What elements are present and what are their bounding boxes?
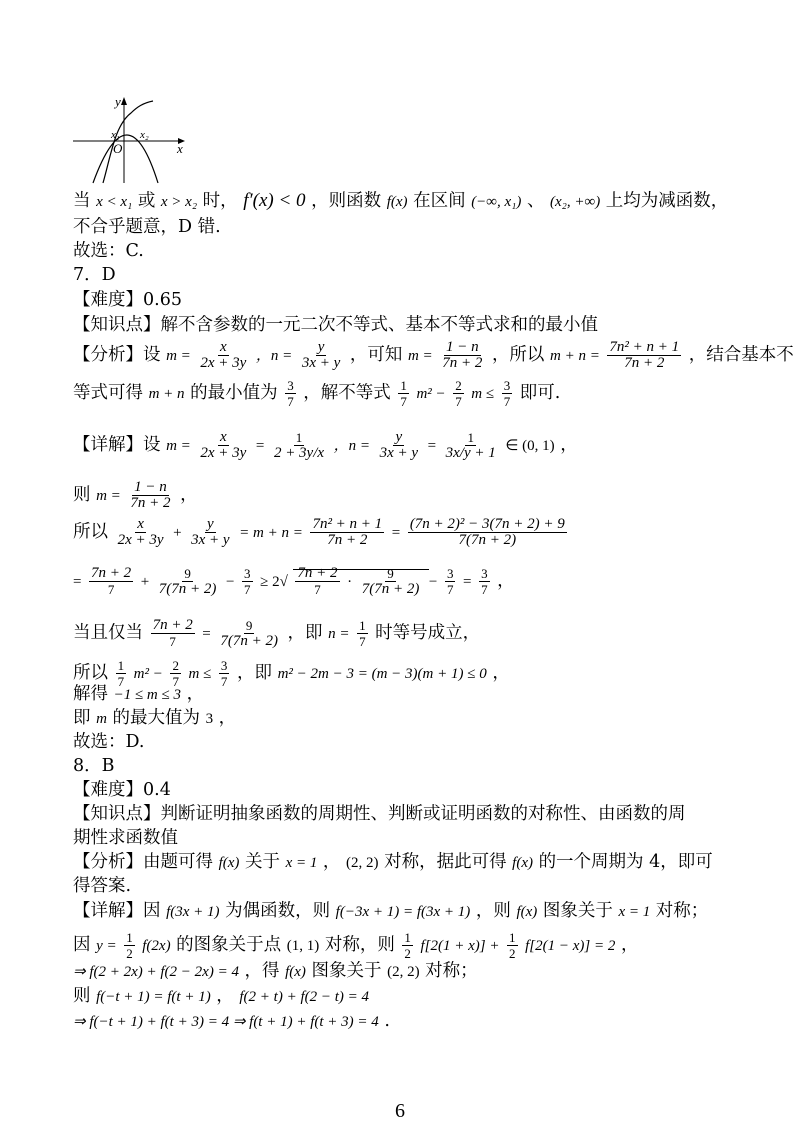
num: x (220, 339, 227, 355)
q8-analysis-line1 (73, 851, 713, 874)
den: 7 (400, 394, 407, 409)
den: 7 (172, 674, 179, 689)
fraction (398, 378, 409, 409)
den: 7 (359, 634, 366, 649)
math: m² − (416, 386, 446, 402)
text: 即可. (519, 383, 561, 403)
text: 等式可得 (73, 383, 143, 403)
num: 3 (287, 378, 294, 393)
math: = (202, 626, 211, 642)
num: 1 (404, 930, 411, 945)
den: 7(7n + 2) (458, 532, 517, 548)
num: 3 (220, 658, 228, 673)
q7-detail-line7 (73, 683, 204, 706)
math: = m + n = (239, 525, 303, 541)
math: m = (96, 488, 121, 504)
math: f(x) (386, 194, 408, 210)
fraction (408, 517, 567, 548)
y-label: y (115, 95, 121, 109)
text: . (384, 1011, 390, 1031)
q7-detail-line2 (73, 480, 198, 511)
fraction (453, 378, 464, 409)
text: 的图象关于点 (176, 935, 282, 955)
math: n = (328, 626, 350, 642)
math: (2, 2) (387, 964, 420, 980)
fraction (151, 618, 195, 649)
text: ，得 (244, 961, 280, 981)
num: 7n² + n + 1 (312, 516, 383, 532)
num: 2 (172, 658, 179, 673)
math: f(−t + 1) = f(t + 1) (96, 989, 211, 1005)
q7-analysis-line1 (73, 340, 794, 371)
text: ， (216, 986, 234, 1006)
text: 图象关于 (311, 961, 382, 981)
text: ， (620, 935, 639, 955)
text: ， (560, 435, 578, 455)
q7-detail-line3 (73, 517, 569, 548)
text: ， (492, 663, 510, 683)
q8-detail-line1 (73, 900, 708, 923)
den: 7 (481, 582, 488, 597)
text: 因 (73, 935, 91, 955)
text: 当 (73, 191, 91, 211)
math: − (226, 574, 235, 590)
q8-knowledge-line1: 【知识点】判断证明抽象函数的周期性、判断或证明函数的对称性、由函数的周 (73, 804, 686, 824)
num: 1 (359, 618, 366, 633)
fraction (479, 566, 490, 597)
q7-detail-line4 (73, 566, 515, 597)
math: ，n = (333, 438, 370, 454)
function-curve (103, 101, 153, 183)
math: x = 1 (618, 904, 651, 920)
y-axis-arrow (121, 97, 127, 105)
num: (7n + 2)² − 3(7n + 2) + 9 (409, 516, 565, 532)
fraction (402, 930, 413, 961)
math: ⇒ f(−t + 1) + f(t + 3) = 4 ⇒ f(t + 1) + f(t + 3) = 4 (73, 1014, 379, 1030)
math: ≥ 2√ (260, 574, 288, 590)
math: 3 (205, 711, 214, 727)
math: ，n = (255, 348, 293, 364)
fraction (198, 340, 248, 371)
math: m + n (148, 386, 185, 402)
den: 7 (117, 674, 125, 689)
math: (−∞, x₁) (471, 194, 522, 210)
math: m² − (133, 666, 163, 682)
x-label: x (177, 141, 183, 156)
den: 7n + 2 (130, 495, 171, 511)
text: ， (186, 684, 205, 704)
den: 7 (169, 634, 176, 649)
math: f[2(1 − x)] = 2 (525, 938, 616, 954)
fraction (198, 430, 248, 461)
text: 为偶函数，则 (225, 901, 331, 921)
fraction (300, 340, 342, 371)
math: x > x₂ (160, 194, 198, 210)
math: (1, 1) (286, 938, 320, 954)
num: 9 (184, 566, 191, 581)
text: 对称； (655, 901, 709, 921)
math: + (173, 525, 182, 541)
fraction (295, 566, 339, 597)
text: ， (180, 485, 198, 505)
text: 则 (73, 485, 91, 505)
text: 所以 (73, 663, 108, 683)
math: f(−3x + 1) = f(3x + 1) (335, 904, 471, 920)
fraction (157, 566, 219, 597)
text: 当且仅当 (73, 623, 143, 643)
den: 7 (314, 582, 321, 597)
derivative-parabola (93, 135, 158, 183)
num: x (220, 429, 227, 445)
num: 3 (446, 566, 454, 581)
text: 对称，据此可得 (384, 852, 507, 872)
math: m ≤ (188, 666, 212, 682)
text: 【详解】因 (73, 901, 161, 921)
text: 图象关于 (542, 901, 613, 921)
math: m = (166, 438, 191, 454)
den: 2x + 3y (117, 532, 164, 548)
fraction (507, 930, 518, 961)
q7-detail-line1 (73, 430, 578, 461)
fraction (124, 930, 135, 961)
q7-detail-line5 (73, 618, 480, 649)
math: −1 ≤ m ≤ 3 (113, 687, 181, 703)
function-graph (73, 95, 193, 185)
math: = (391, 525, 401, 541)
fraction (189, 517, 231, 548)
text: ，所以 (491, 345, 545, 365)
q8-number: 8．B (73, 756, 115, 776)
text: 的最小值为 (190, 383, 278, 403)
den: 7 (287, 394, 294, 409)
origin-label: O (113, 141, 123, 156)
q8-difficulty: 【难度】0.4 (73, 780, 171, 800)
text: 或 (137, 191, 161, 211)
text: 则 (73, 986, 91, 1006)
num: 7n + 2 (91, 565, 132, 581)
fraction (219, 658, 230, 689)
q6-answer: 故选：C. (73, 241, 144, 261)
den: 7 (446, 582, 454, 597)
text: ， (218, 708, 237, 728)
den: 2x + 3y (200, 445, 247, 461)
text: ， (497, 571, 515, 591)
math: f(x) (512, 855, 533, 871)
math: = (463, 574, 472, 590)
text: 时， (202, 191, 238, 211)
text: 上均为减函数， (605, 191, 729, 211)
num: 3 (481, 566, 488, 581)
den: 3x + y (301, 355, 341, 371)
num: 7n + 2 (152, 617, 193, 633)
text: ，解不等式 (303, 383, 391, 403)
den: 7n + 2 (442, 355, 483, 371)
num: 1 − n (134, 479, 167, 495)
math: f(x) (218, 855, 240, 871)
q8-detail-line2 (73, 930, 638, 961)
math: = (73, 574, 82, 590)
num: 9 (387, 566, 394, 581)
math: m² − 2m − 3 = (m − 3)(m + 1) ≤ 0 (277, 666, 487, 682)
den: 7 (455, 394, 462, 409)
den: 3x/y + 1 (445, 445, 496, 461)
page-number: 6 (395, 1100, 405, 1122)
text: ，即 (287, 623, 323, 643)
q8-detail-line4 (73, 985, 369, 1008)
text: 【分析】设 (73, 345, 161, 365)
math: f(3x + 1) (166, 904, 220, 920)
math: ∈ (0, 1) (505, 438, 555, 454)
q8-knowledge-line2: 期性求函数值 (73, 828, 178, 848)
text: 解得 (73, 684, 108, 704)
q8-detail-line3 (73, 960, 478, 983)
den: 7 (107, 582, 115, 597)
fraction (378, 430, 420, 461)
q7-analysis-line2 (73, 378, 560, 409)
den: 2 + 3y/x (273, 445, 325, 461)
den: 7(7n + 2) (361, 581, 420, 597)
math: f[2(1 + x)] + (420, 938, 500, 954)
text: 对称，则 (324, 935, 395, 955)
fraction (357, 618, 368, 649)
math: m = (166, 348, 191, 364)
den: 7 (220, 674, 228, 689)
den: 3x + y (191, 532, 230, 548)
text: 在区间 (413, 191, 466, 211)
q7-answer: 故选：D. (73, 732, 145, 752)
den: 7 (244, 582, 251, 597)
text: 即 (73, 708, 91, 728)
text: 的一个周期为 4，即可 (538, 852, 713, 872)
text: ， (322, 852, 341, 872)
math: + (140, 574, 150, 590)
fraction (285, 378, 296, 409)
text: 【分析】由题可得 (73, 852, 213, 872)
math: f′(x) < 0 (243, 190, 306, 211)
num: 7n² + n + 1 (609, 339, 680, 355)
math: f(2x) (142, 938, 171, 954)
q7-number: 7．D (73, 265, 116, 285)
den: 3x + y (379, 445, 419, 461)
den: 7(7n + 2) (158, 581, 217, 597)
den: 7(7n + 2) (220, 633, 278, 649)
fraction (360, 566, 422, 597)
num: 1 (400, 378, 407, 393)
q6-line2: 不合乎题意，D 错. (73, 217, 221, 237)
q8-analysis-line2: 得答案. (73, 876, 132, 896)
math: f(x) (285, 964, 306, 980)
den: 7 (503, 394, 511, 409)
fraction (440, 340, 484, 371)
text: ，即 (237, 663, 272, 683)
math: y = (96, 938, 117, 954)
den: 7n + 2 (327, 532, 368, 548)
den: 7n + 2 (624, 355, 665, 371)
math: · (347, 574, 353, 590)
num: 9 (245, 618, 253, 633)
num: y (395, 429, 403, 445)
fraction (607, 340, 681, 371)
den: 2 (126, 946, 133, 961)
math: − (428, 574, 438, 590)
math: = (255, 438, 265, 454)
fraction (218, 618, 280, 649)
fraction (444, 430, 498, 461)
num: y (207, 516, 214, 532)
num: 1 (467, 430, 474, 445)
text: 【详解】设 (73, 435, 161, 455)
num: 3 (244, 566, 251, 581)
fraction (445, 566, 456, 597)
den: 2x + 3y (200, 355, 247, 371)
root1-label: x₁ (111, 129, 120, 141)
num: 1 (295, 430, 303, 445)
math: f(2 + t) + f(2 − t) = 4 (239, 989, 370, 1005)
text: 的最大值为 (112, 708, 200, 728)
text: 关于 (244, 852, 280, 872)
q6-line1 (73, 190, 728, 213)
math: ⇒ f(2 + 2x) + f(2 − 2x) = 4 (73, 964, 239, 980)
text: ，则 (475, 901, 511, 921)
fraction (242, 566, 253, 597)
num: 7n + 2 (297, 565, 338, 581)
fraction (128, 480, 172, 511)
num: 1 − n (445, 339, 479, 355)
text: 时等号成立， (375, 623, 481, 643)
q8-detail-line5 (73, 1010, 390, 1033)
fraction (89, 566, 133, 597)
text: 所以 (73, 522, 108, 542)
num: 3 (503, 378, 511, 393)
math: (2, 2) (346, 855, 379, 871)
q7-detail-line8 (73, 707, 236, 730)
math: f(x) (516, 904, 538, 920)
math: m ≤ (471, 386, 495, 402)
fraction (272, 430, 326, 461)
math: (x₂, +∞) (550, 194, 601, 210)
num: 1 (117, 658, 125, 673)
text: 对称； (425, 961, 478, 981)
den: 2 (509, 946, 516, 961)
num: 2 (455, 378, 462, 393)
den: 2 (404, 946, 411, 961)
math: m = (407, 348, 433, 364)
text: ，可知 (349, 345, 403, 365)
root2-label: x₂ (140, 129, 149, 141)
text: ，结合基本不 (688, 345, 794, 365)
fraction (310, 517, 384, 548)
text: 、 (526, 191, 545, 211)
q7-difficulty: 【难度】0.65 (73, 290, 182, 310)
num: 1 (126, 930, 133, 945)
sqrt-body (293, 565, 428, 597)
math: x = 1 (285, 855, 318, 871)
math: = (427, 438, 437, 454)
math: m + n = (550, 348, 600, 364)
fraction (116, 517, 166, 548)
math: x < x₁ (96, 194, 133, 210)
q7-knowledge: 【知识点】解不含参数的一元二次不等式、基本不等式求和的最小值 (73, 315, 598, 335)
num: x (137, 516, 144, 532)
num: y (317, 339, 325, 355)
num: 1 (509, 930, 516, 945)
text: ，则函数 (311, 191, 382, 211)
fraction (502, 378, 513, 409)
math: m (96, 711, 107, 727)
